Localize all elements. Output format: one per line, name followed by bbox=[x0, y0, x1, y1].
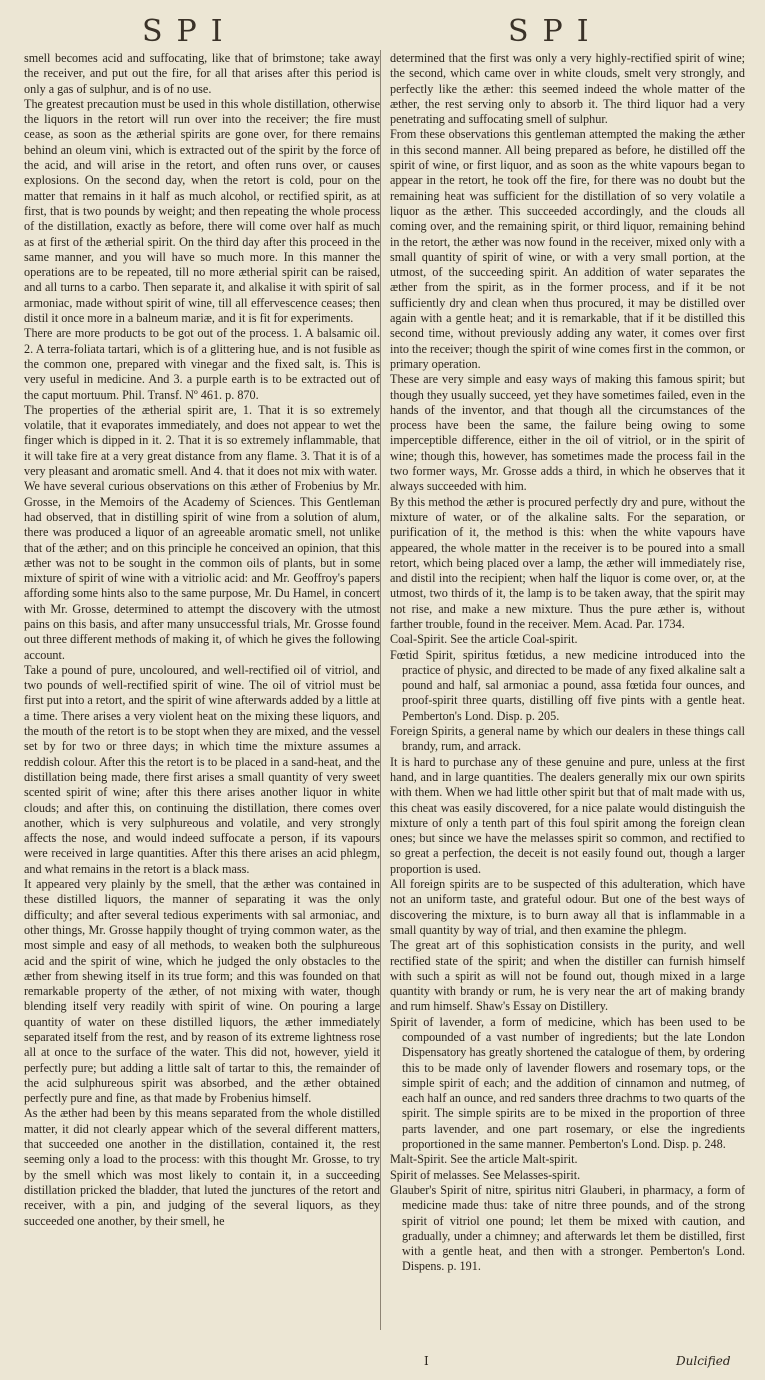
paragraph: The greatest precaution must be used in this whole distillation, otherwise the liquors in the retort will run over into the receiver; the fire must cease, as soon as the ætherial spirits are gone over, for there remains behind an oleum vini, which is extracted out of the spirit by the force of the acid, and will arise in the retort, and often runs over, or causes explosions. On the second day, when the retort is cold, pour on the matter that remains in it half as much alcohol, or rectified spirit, as at first, that is two pounds by weight; and then repeating the whole process of the distillation, exactly as before, there will come over half as much as at first of the ætherial spirit. On the third day after this proceed in the same manner, and you will have so much more. In this manner the operations are to be repeated, till no more ætherial spirit can be raised, and all turns to a carbo. Then separate it, and alkalise it with spirit of sal armoniac, made without spirit of wine, till all effervescence ceases; then distil it once more in a balneum mariæ, and it is fit for experiments. bbox=[24, 96, 380, 326]
entry-malt-spirit: Malt-Spirit. See the article Malt-spirit. bbox=[390, 1152, 578, 1167]
paragraph: The properties of the ætherial spirit are, 1. That it is so extremely volatile, that it evaporates immediately, and does not appear to wet the finger which is dipped in it. 2. That it is so extremely inflammable, that it will take fire at a very great distance from any flame. 3. That it is of a very pleasant and aromatic smell. And 4. that it does not mix with water. bbox=[24, 402, 380, 479]
paragraph: By this method the æther is procured perfectly dry and pure, without the mixture of water, or of the alkaline salts. For the separation, or purification of it, the method is this: when the white vapours have appeared, the whole matter in the receiver is to be poured into a small retort, which being placed over a lamp, the æther will immediately rise, and distil into the recipient; when half the liquor is come over, or, at the utmost, two thirds of it, the lamp is to be taken away, that the spirit may not rise, and make a new mixture. Thus the pure æther is, without farther trouble, found in the receiver. Mem. Acad. Par. 1734. bbox=[390, 494, 745, 631]
paragraph: It is hard to purchase any of these genuine and pure, unless at the first hand, and in large quantities. The dealers generally mix our own spirits with them. When we had little other spirit but that of malt made with us, this cheat was easily discovered, for a nice palate would distinguish the mixture of only a tenth part of this foul spirit among the foreign clean ones; but since we have the melasses spirit so common, and rectified to so great a perfection, the deceit is not easily found out, though a larger proportion is used. bbox=[390, 754, 745, 876]
signature-mark: I bbox=[424, 1354, 429, 1368]
entry-spirit-of-lavender: Spirit of lavender, a form of medicine, which has been used to be compounded of a vast number of ingredients; but the late London Dispensatory has greatly shortened the catalogue of them, by ordering this to be made only of lavender flowers and rosemary tops, or the simple spirit of each; and the addition of cinnamon and nutmeg, of each half an ounce, and red sanders three drachms to two quarts of the spirit. The simple spirits are to be mixed in the proportion of three parts lavender, and one part rosemary, or else the ingredients proportioned in the same manner. Pemberton's Lond. Disp. p. 248. bbox=[390, 1014, 745, 1152]
running-head-right: SPI bbox=[508, 14, 603, 49]
paragraph: There are more products to be got out of the process. 1. A balsamic oil. 2. A terra-foliata tartari, which is of a glittering hue, and is not fusible as the common one, prepared with vinegar and the fixed salt, is. This is very useful in medicine. And 3. a purple earth is to be extracted out of the caput mortuum. Phil. Transf. Nº 461. p. 870. bbox=[24, 326, 380, 402]
paragraph: It appeared very plainly by the smell, that the æther was contained in these distilled liquors, the manner of separating it was the only difficulty; and after several tedious experiments with sal armoniac, and other things, Mr. Grosse happily thought of trying common water, as the most simple and easy of all methods, to weaken both the sulphureous acid and the spirit of wine, which he judged the only obstacles to the æther from shewing itself in its true form; and this was founded on that remarkable property of the æther, of not mixing with water, though blending itself very readily with spirit of wine. On pouring a large quantity of water on these distilled liquors, the æther immediately separated itself from the rest, and by reason of its extreme lightness rose all at once to the surface of the water. This did not, however, yield it perfectly pure; but adding a little salt of tartar to this, the remainder of the acid sulphureous spirit was absorbed, and the æther obtained perfectly pure and fine, as that made by Frobenius himself. bbox=[24, 877, 380, 1106]
catchword: Dulcified bbox=[676, 1354, 731, 1368]
paragraph: determined that the first was only a very highly-rectified spirit of wine; the second, which came over in white clouds, smelt very strongly, and perfectly like the æther: this seemed indeed the whole matter of the æther, the rest serving only to absorb it. The third liquor had a very penetrating and suffocating smell of sulphur. bbox=[390, 51, 745, 127]
paragraph: These are very simple and easy ways of making this famous spirit; but though they usually succeed, yet they have sometimes failed, even in the hands of the inventor, and that though all the circumstances of the process have been the same, the failure being owing to some imperceptible difference, either in the oil of vitriol, or in the spirit of wine; though this, however, has sometimes made the process fail in the two former ways, Mr. Grosse adds a third, in which he observes that it always succeeded with him. bbox=[390, 372, 745, 494]
paragraph: We have several curious observations on this æther of Frobenius by Mr. Grosse, in the Memoirs of the Academy of Sciences. This Gentleman had observed, that in distilling spirit of wine from a solution of alum, there was produced a liquor of an agreeable aromatic smell, not unlike that of the æther; and on this principle he conceived an opinion, that this æther was not to be sought in the common oils of plants, but in some mixture of spirit of wine with a vitriolic acid: and Mr. Geoffroy's papers affording some hints also to the same purpose, Mr. Du Hamel, in concert with Mr. Grosse, determined to attempt the discovery with the utmost pains on this basis, and after many unsuccessful trials, Mr. Grosse found out three different methods of making it, of which he gives the following account. bbox=[24, 479, 380, 662]
entry-foetid-spirit: Fœtid Spirit, spiritus fœtidus, a new medicine introduced into the practice of physic, and directed to be made of any fixed alkaline salt a pound and half, sal armoniac a pound, assa fœtida four ounces, and proof-spirit three quarts, distilling off five pints with a gentle heat. Pemberton's Lond. Disp. p. 205. bbox=[390, 647, 745, 723]
paragraph: Take a pound of pure, uncoloured, and well-rectified oil of vitriol, and two pounds of well-rectified spirit of wine. The oil of vitriol must be first put into a retort, and the spirit of wine afterwards added by a little at a time. There arises a very violent heat on the mixing these liquors, and the mouth of the retort is to be stopt when they are mixed, and the vessel set by for two or three days; in which time the mixture assumes a reddish colour. After this the retort is to be placed in a sand-heat, and the distillation being made, there first arises a small quantity of very sweet scented spirit of wine; after this there arises another liquor in white clouds; and after this, on continuing the distillation, there comes over another, which is very sulphureous and volatile, and very strongly affects the nose, and would indeed suffocate a person, if its vapours were received in large quantities. After this there arises an acid phlegm, and what remains in the retort is a black mass. bbox=[24, 662, 380, 876]
column-divider bbox=[380, 50, 381, 1330]
entry-coal-spirit: Coal-Spirit. See the article Coal-spirit. bbox=[390, 632, 578, 647]
entry-glaubers-spirit-of-nitre: Glauber's Spirit of nitre, spiritus nitri Glauberi, in pharmacy, a form of medicine made thus: take of nitre three pounds, and of the strong spirit of vitriol one pound; let them be mixed with caution, and gradually, under a chimney; and afterwards let them be distilled, first with a gentle heat, and then with a stronger. Pemberton's Lond. Dispens. p. 191. bbox=[390, 1182, 745, 1274]
paragraph: From these observations this gentleman attempted the making the æther in this second manner. All being prepared as before, he distilled off the spirit of wine, or first liquor, and as soon as the white vapours began to appear in the retort, he took off the fire, for there was no doubt but the remaining heat was sufficient for the distillation of so very volatile a liquor as the æther. This succeeded accordingly, and the clouds all coming over, and the remaining spirit, or third liquor, remaining behind in the retort, the æther was now found in the receiver, mixed only with a small quantity of spirit of wine, or with a very small portion, at the utmost, of the succeeding spirit. An addition of water separates the æther from the spirit, as in the former process, and if it be not sufficiently dry and clean when thus procured, it may be distilled over again with a gentle heat; and it is remarkable, that if it be distilled this second time, without previously adding any water, it comes over first into the receiver; though the spirit of wine comes first in the common, or primary operation. bbox=[390, 127, 745, 371]
left-column bbox=[24, 51, 380, 1341]
paragraph: As the æther had been by this means separated from the whole distilled matter, it did not clearly appear which of the several different matters, that succeeded one another in the distillation, contained it, the rest seeming only a load to the process: with this thought Mr. Grosse, to try by the smell which was most likely to contain it, in a succeeding distillation pricked the bladder, that luted the junctures of the retort and receiver, with a pin, and judging of the several liquors, as they succeeded one another, by their smell, he bbox=[24, 1106, 380, 1228]
running-head-left: SPI bbox=[142, 14, 237, 49]
paragraph: The great art of this sophistication consists in the purity, and well rectified state of the spirit; and when the distiller can furnish himself with such a spirit as will not be found out, though mixed in a large quantity with brandy or rum, he is very near the art of making brandy and rum himself. Shaw's Essay on Distillery. bbox=[390, 938, 745, 1014]
right-column bbox=[390, 51, 745, 1341]
entry-foreign-spirits: Foreign Spirits, a general name by which our dealers in these things call brandy, rum, and arrack. bbox=[390, 724, 745, 754]
paragraph: All foreign spirits are to be suspected of this adulteration, which have not an uniform taste, and grateful odour. But one of the best ways of discovering the mixture, is to burn away all that is inflammable in a small quantity by way of trial, and then examine the phlegm. bbox=[390, 877, 745, 937]
entry-spirit-of-melasses: Spirit of melasses. See Melasses-spirit. bbox=[390, 1167, 581, 1182]
paragraph: smell becomes acid and suffocating, like that of brimstone; take away the receiver, and put out the fire, for all that arises after this period is only a gas of sulphur, and is of no use. bbox=[24, 51, 380, 96]
